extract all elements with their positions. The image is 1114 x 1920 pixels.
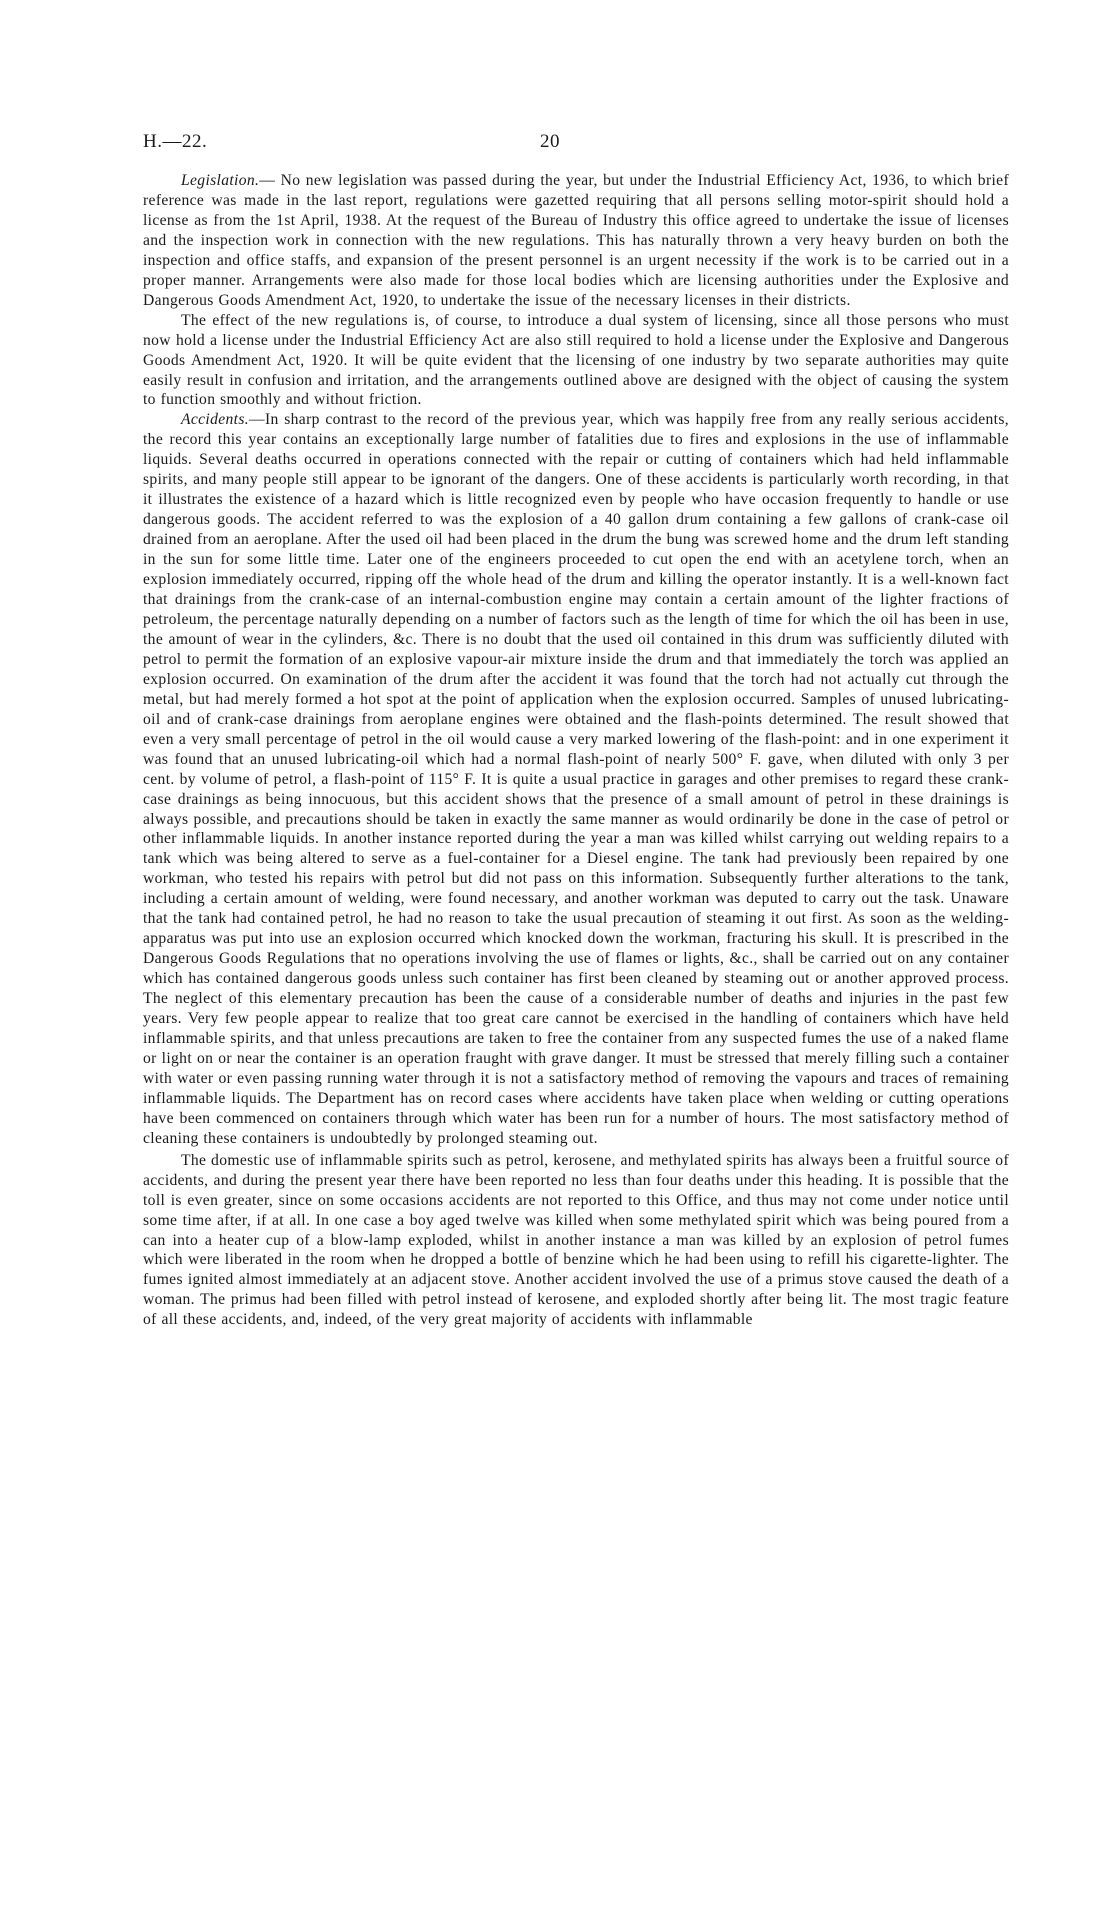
runin-heading-legislation: Legislation. [181,172,260,189]
runin-heading-accidents: Accidents. [181,411,250,429]
paragraph-text: — No new legislation was passed during the year, but under the Industrial Efficiency Act, 1936, to which brief reference was made in the last report, regulations were gazetted requiring that all persons selling motor-spirit should hold a license as from the 1st April, 1938. At the request of the Bureau of Industry this office agreed to undertake the issue of licenses and the inspection work in connection with the new regulations. This has naturally thrown a very heavy burden on both the inspection and office staffs, and expansion of the present personnel is an urgent necessity if the work is to be carried out in a proper manner. Arrangements were also made for those local bodies which are licensing authorities under the Explosive and Dangerous Goods Amendment Act, 1920, to undertake the issue of the necessary licenses in their districts. [143,172,1009,309]
paragraph-dual-licensing [143,311,1009,411]
paragraph-text: —In sharp contrast to the record of the previous year, which was happily free from any really serious accidents, the record this year contains an exceptionally large number of fatalities due to fires and explosions in the use of inflammable liquids. Several deaths occurred in operations connected with the repair or cutting of containers which had held inflammable spirits, and many people still appear to be ignorant of the dangers. One of these accidents is particularly worth recording, in that it illustrates the existence of a hazard which is little recognized even by people who have occasion frequently to handle or use dangerous goods. The accident referred to was the explosion of a 40 gallon drum containing a few gallons of crank-case oil drained from an aeroplane. After the used oil had been placed in the drum the bung was screwed home and the drum left standing in the sun for some little time. Later one of the engineers proceeded to cut open the end with an acetylene torch, when an explosion immediately occurred, ripping off the whole head of the drum and killing the operator instantly. It is a well-known fact that drainings from the crank-case of an internal-combustion engine may contain a certain amount of the lighter fractions of petroleum, the percentage naturally depending on a number of factors such as the length of time for which the oil has been in use, the amount of wear in the cylinders, &c. There is no doubt that the used oil contained in this drum was sufficiently diluted with petrol to permit the formation of an explosive vapour-air mixture inside the drum and that immediately the torch was applied an explosion occurred. On examination of the drum after the accident it was found that the torch had not actually cut through the metal, but had merely formed a hot spot at the point of application when the explosion occurred. Samples of unused lubricating-oil and of crank-case drainings from aeroplane engines were obtained and the flash-points determined. The result showed that even a very small percentage of petrol in the oil would cause a very marked lowering of the flash-point: and in one experiment it was found that an unused lubricating-oil which had a normal flash-point of nearly 500° F. gave, when diluted with only 3 per cent. by volume of petrol, a flash-point of 115° F. It is quite a usual practice in garages and other premises to regard these crank-case drainings as being innocuous, but this accident shows that the presence of a small amount of petrol in these drainings is always possible, and precautions should be taken in exactly the same manner as would ordinarily be done in the case of petrol or other inflammable liquids. In another instance reported during the year a man was killed whilst carrying out welding repairs to a tank which was being altered to serve as a fuel-container for a Diesel engine. The tank had previously been repaired by one workman, who tested his repairs with petrol but did not pass on this information. Subsequently further alterations to the tank, including a certain amount of welding, were found necessary, and another workman was deputed to carry out the task. Unaware that the tank had contained petrol, he had no reason to take the usual precaution of steaming it out first. As soon as the welding-apparatus was put into use an explosion occurred which knocked down the workman, fracturing his skull. It is prescribed in the Dangerous Goods Regulations that no operations involving the use of flames or lights, &c., shall be carried out on any container which has contained dangerous goods unless such container has first been cleaned by steaming out or another approved process. The neglect of this elementary precaution has been the cause of a considerable number of deaths and injuries in the past few years. Very few people appear to realize that too great care cannot be exercised in the handling of containers which have held inflammable spirits, and that unless precautions are taken to free the container from any suspected fumes the use of a naked flame or light on or near the container is an operation fraught with grave danger. It must be stressed that merely filling such a container with water or even passing running water through it is not a satisfactory method of removing the vapours and traces of remaining inflammable liquids. The Department has on record cases where accidents have taken place when welding or cutting operations have been commenced on containers through which water has been run for a number of hours. The most satisfactory method of cleaning these containers is undoubtedly by prolonged steaming out. [143,411,1009,1147]
paragraph-accidents [143,410,1009,1148]
paragraph-text: The domestic use of inflammable spirits such as petrol, kerosene, and methylated spirits has always been a fruitful source of accidents, and during the present year there have been reported no less than four deaths under this heading. It is possible that the toll is even greater, since on some occasions accidents are not reported to this Office, and thus may not come under notice until some time after, if at all. In one case a boy aged twelve was killed when some methylated spirit which was being poured from a can into a heater cup of a blow-lamp exploded, whilst in another instance a man was killed by an explosion of petrol fumes which were liberated in the room when he dropped a bottle of benzine which he had been using to refill his cigarette-lighter. The fumes ignited almost immediately at an adjacent stove. Another accident involved the use of a primus stove caused the death of a woman. The primus had been filled with petrol instead of kerosene, and exploded shortly after being lit. The most tragic feature of all these accidents, and, indeed, of the very great majority of accidents with inflammable [143,1151,1009,1329]
paragraph-text: The effect of the new regulations is, of course, to introduce a dual system of licensing, since all those persons who must now hold a license under the Industrial Efficiency Act are also still required to hold a license under the Explosive and Dangerous Goods Amendment Act, 1920. It will be quite evident that the licensing of one industry by two separate authorities may quite easily result in confusion and irritation, and the arrangements outlined above are designed with the object of causing the system to function smoothly and without friction. [143,311,1009,409]
paragraph-domestic-use [143,1151,1009,1331]
body-text [143,171,1009,1330]
page-number: 20 [540,131,560,152]
running-header [143,131,1004,161]
document-reference: H.—22. [143,131,208,152]
paragraph-legislation [143,171,1009,311]
